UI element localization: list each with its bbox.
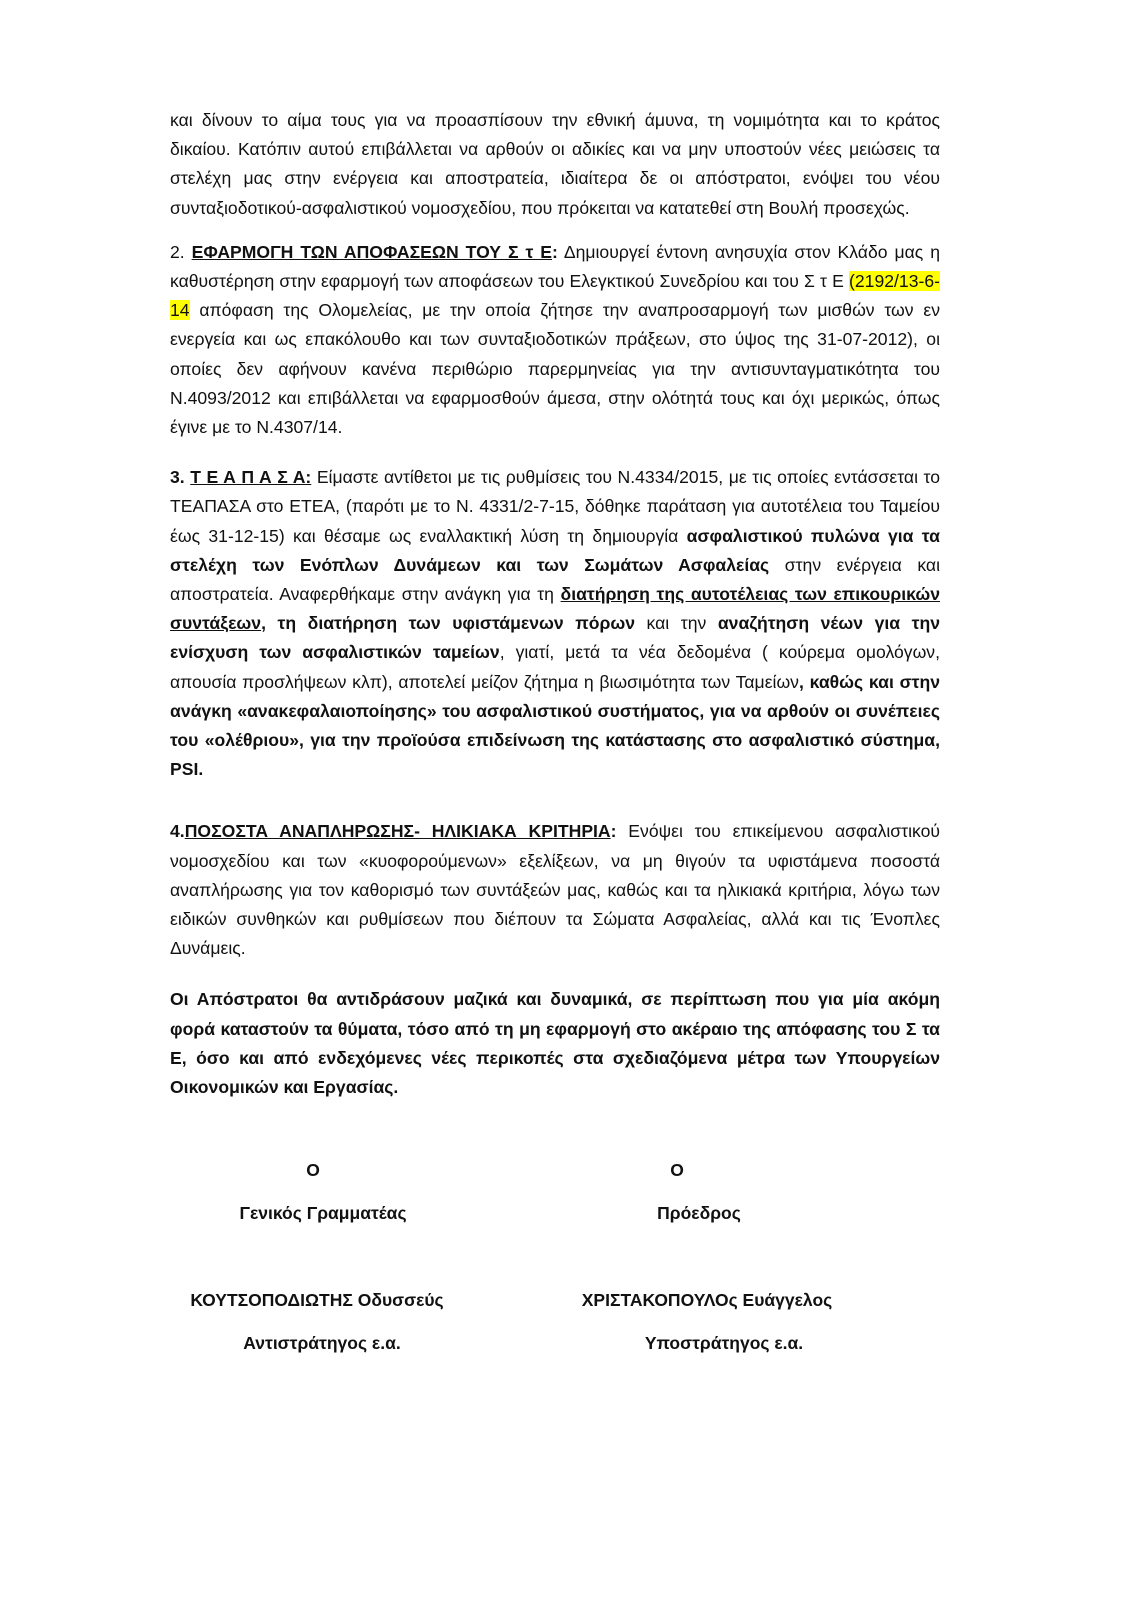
section-3-bold-b: , τη διατήρηση των υφιστάμενων πόρων (261, 613, 635, 634)
intro-paragraph (170, 106, 940, 223)
closing-paragraph (170, 985, 940, 1102)
signature-right-rank: Υποστράτηγος ε.α. (644, 1333, 804, 1353)
document-body (170, 106, 940, 1102)
section-2-heading: ΕΦΑΡΜΟΓΗ ΤΩΝ ΑΠΟΦΑΣΕΩΝ ΤΟΥ Σ τ Ε (191, 241, 552, 262)
section-2-paragraph (170, 238, 940, 442)
section-4-text: Ενόψει του επικείμενου ασφαλιστικού νομοσχεδίου και των «κυοφορούμενων» εξελίξεων, να μη θιγούν τα υφιστάμενα ποσοστά αναπλήρωσης για τον καθορισμό των συντάξεών μας, καθώς και τα ηλικιακά κριτήρια, λόγω των ειδικών συνθηκών και ρυθμίσεων που διέπουν τα Σώματα Ασφαλείας, αλλά και τις Ένοπλες Δυνάμεις. (170, 821, 940, 959)
section-3-bold-underline: διατήρηση της αυτοτέλειας των επικουρικών συντάξεων (170, 584, 941, 634)
signature-left-rank: Αντιστράτηγος ε.α. (243, 1333, 401, 1353)
signature-left-title: Γενικός Γραμματέας (239, 1203, 407, 1223)
section-2-number: 2. (170, 241, 192, 262)
closing-text: Οι Απόστρατοι θα αντιδράσουν μαζικά και δυναμικά, σε περίπτωση που για μία ακόμη φορά καταστούν τα θύματα, τόσο από τη μη εφαρμογή στο ακέραιο της απόφασης του Σ τα Ε, όσο και από ενδεχόμενες νέες περικοπές στα σχεδιαζόμενα μέτρα των Υπουργείων Οικονομικών και Εργασίας. (170, 989, 940, 1098)
section-3-paragraph (170, 463, 940, 784)
section-2-colon: : (552, 241, 558, 262)
section-3-bold-c: αναζήτηση νέων για την ενίσχυση των ασφαλιστικών ταμείων (170, 613, 941, 663)
section-3-text-a: Είμαστε αντίθετοι με τις ρυθμίσεις του Ν.4334/2015, με τις οποίες εντάσσεται το ΤΕΑΠΑΣΑ στο ΕΤΕΑ, (παρότι με το Ν. 4331/2-7-15, δόθηκε παράταση για αυτοτέλεια του Ταμείου έως 31-12-15) και θέσαμε ως εναλλακτική λύση τη δημιουργία (170, 467, 941, 546)
section-2-text-b: απόφαση της Ολομελείας, με την οποία ζήτησε την αναπροσαρμογή των μισθών των εν ενεργεία και ως επακόλουθο και των συνταξιοδοτικών πράξεων, στο ύψος της 31-07-2012), οι οποίες δεν αφήνουν κανένα περιθώριο παρερμηνείας για την αντισυνταγματικότητα του Ν.4093/2012 και επιβάλλεται να εφαρμοσθούν άμεσα, στην ολότητά τους και όχι μερικώς, όπως έγινε με το Ν.4307/14. (170, 300, 940, 438)
signature-left-article: Ο (306, 1160, 320, 1180)
section-3-bold-a: ασφαλιστικού πυλώνα για τα στελέχη των Ενόπλων Δυνάμεων και των Σωμάτων Ασφαλείας (170, 525, 940, 575)
signature-right-name: ΧΡΙΣΤΑΚΟΠΟΥΛΟς Ευάγγελος (581, 1290, 833, 1310)
section-3-heading: Τ Ε Α Π Α Σ Α: (190, 467, 312, 488)
section-4-paragraph (170, 817, 940, 963)
section-3-bold-d: , καθώς και στην ανάγκη «ανακεφαλαιοποίησης» του ασφαλιστικού συστήματος, για να αρθούν οι συνέπειες του «ολέθριου», για την προϊούσα επιδείνωση της κατάστασης στο ασφαλιστικό σύστημα, PSI. (170, 671, 940, 780)
signature-left-name: ΚΟΥΤΣΟΠΟΔΙΩΤΗΣ Οδυσσεύς (190, 1290, 444, 1310)
signature-right-title: Πρόεδρος (657, 1203, 741, 1223)
section-3-text-c: και την (634, 613, 718, 634)
decision-reference-highlight: (2192/13-6-14 (170, 271, 940, 321)
section-4-colon: : (610, 821, 617, 842)
section-3-text-d: , γιατί, μετά τα νέα δεδομένα ( κούρεμα ομολόγων, απουσία προσλήψεων κλπ), αποτελεί μείζον ζήτημα η βιωσιμότητα των Ταμείων (170, 642, 940, 692)
section-3-text-b: στην ενέργεια και αποστρατεία. Αναφερθήκαμε στην ανάγκη για τη (170, 554, 940, 605)
intro-text: και δίνουν το αίμα τους για να προασπίσουν την εθνική άμυνα, τη νομιμότητα και το κράτος δικαίου. Κατόπιν αυτού επιβάλλεται να αρθούν οι αδικίες και να μην υποστούν νέες μειώσεις τα στελέχη μας στην ενέργεια και αποστρατεία, ιδιαίτερα δε οι απόστρατοι, ενόψει του νέου συνταξιοδοτικού-ασφαλιστικού νομοσχεδίου, που πρόκειται να κατατεθεί στη Βουλή προσεχώς. (170, 110, 940, 218)
section-3-number: 3. (170, 467, 191, 488)
section-4-number: 4. (170, 821, 185, 842)
section-2-text-a: Δημιουργεί έντονη ανησυχία στον Κλάδο μας η καθυστέρηση στην εφαρμογή των αποφάσεων του Ελεγκτικού Συνεδρίου και του Σ τ Ε (170, 241, 941, 292)
signature-right-article: Ο (670, 1160, 684, 1180)
section-4-heading: ΠΟΣΟΣΤΑ ΑΝΑΠΛΗΡΩΣΗΣ- ΗΛΙΚΙΑΚΑ ΚΡΙΤΗΡΙΑ (184, 821, 611, 842)
